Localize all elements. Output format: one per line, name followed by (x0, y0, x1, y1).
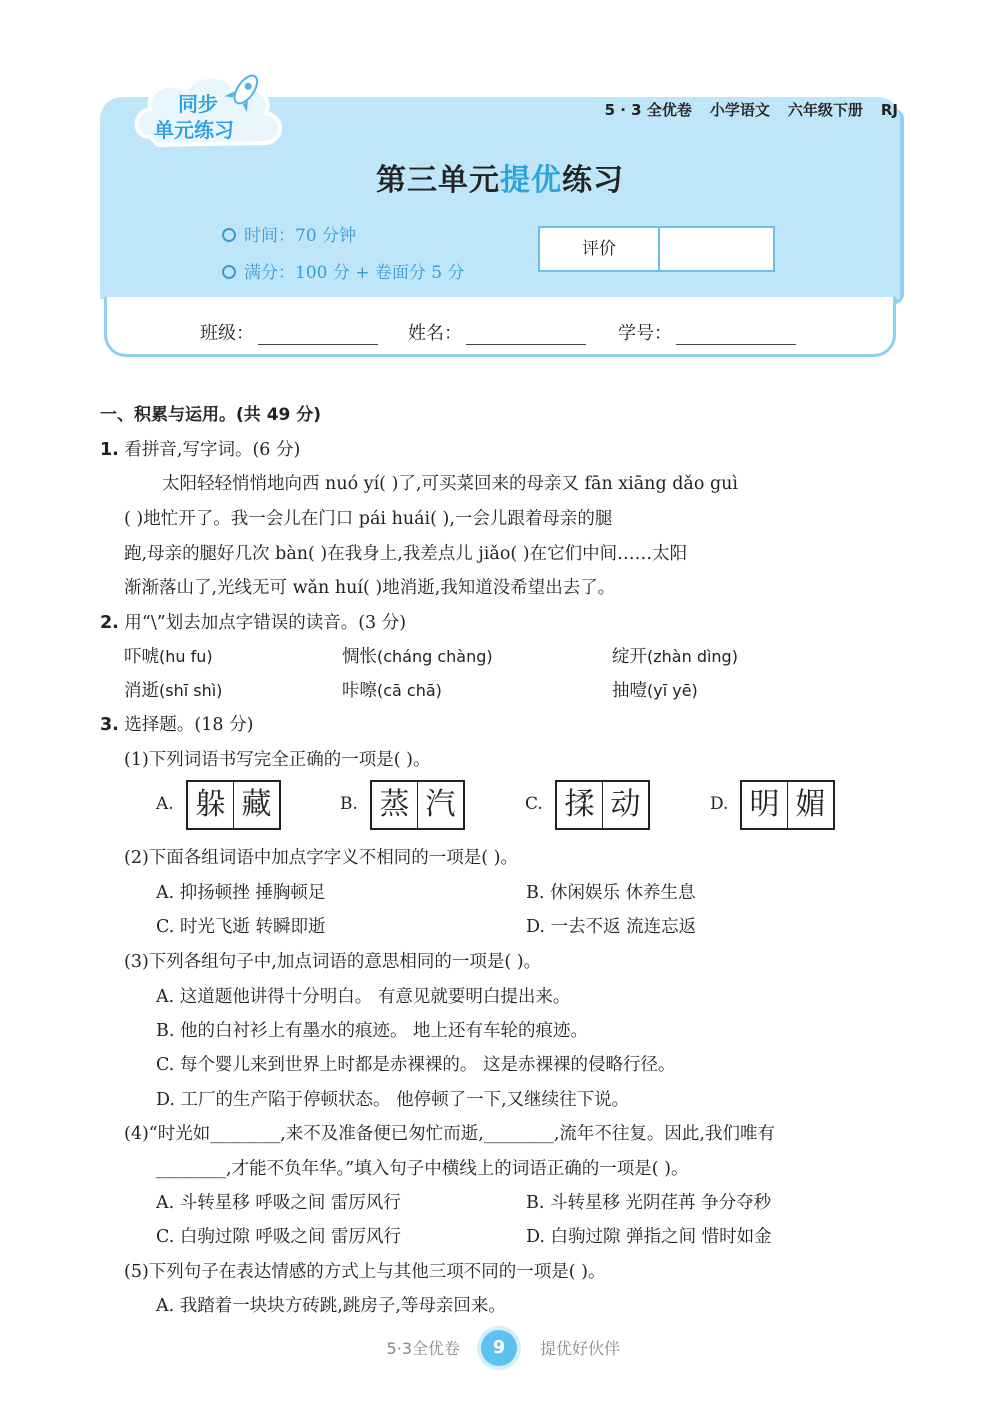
pinyin-item: 吓唬(hu fu) (124, 647, 213, 667)
cloud-badge (130, 67, 290, 167)
evaluation-box (538, 226, 775, 272)
question-1-line: ( )地忙开了。我一会儿在门口 pái huái( ),一会儿跟着母亲的腿 (124, 509, 613, 529)
check-icon (222, 265, 236, 279)
sub-question-1: (1)下列词语书写完全正确的一项是( )。 (124, 750, 431, 770)
option-c[interactable]: C. 时光飞逝 转瞬即逝 (156, 917, 326, 937)
header-card (100, 92, 900, 359)
question-1-line: 太阳轻轻悄悄地向西 nuó yí( )了,可买菜回来的母亲又 fān xiāng dǎo guì (162, 474, 739, 494)
pinyin-item: 咔嚓(cā chā) (342, 681, 442, 701)
page-footer (0, 1330, 1000, 1364)
evaluation-field[interactable] (660, 228, 773, 270)
edition: RJ (880, 101, 898, 119)
footer-brand: 5·3全优卷 (386, 1339, 460, 1358)
pinyin-item: 抽噎(yī yē) (612, 681, 698, 701)
clock-icon (222, 228, 236, 242)
time-info: 时间：70 分钟 (222, 221, 356, 246)
sub-question-2: (2)下面各组词语中加点字字义不相同的一项是( )。 (124, 848, 519, 868)
question-1-title: 1. 看拼音,写字词。(6 分) (100, 440, 301, 460)
option-b[interactable]: B. 他的白衬衫上有墨水的痕迹。 地上还有车轮的痕迹。 (156, 1021, 589, 1041)
option-d[interactable]: D. 工厂的生产陷于停顿状态。 他停顿了一下,又继续往下说。 (156, 1090, 630, 1110)
subject: 小学语文 (709, 101, 770, 119)
option-b[interactable]: B. 斗转星移 光阴荏苒 争分夺秒 (526, 1193, 772, 1213)
name-field[interactable]: 姓名： (408, 319, 586, 345)
option-a[interactable]: A. 这道题他讲得十分明白。 有意见就要明白提出来。 (156, 987, 571, 1007)
sub-question-4-cont: ________,才能不负年华。”填入句子中横线上的词语正确的一项是( )。 (156, 1159, 689, 1179)
footer-slogan: 提优好伙伴 (540, 1339, 621, 1358)
series-info (587, 99, 898, 120)
pinyin-item: 惆怅(cháng chàng) (342, 647, 493, 667)
badge-line2: 单元练习 (154, 118, 234, 142)
pinyin-item: 绽开(zhàn dìng) (612, 647, 738, 667)
sub-question-3: (3)下列各组句子中,加点词语的意思相同的一项是( )。 (124, 952, 542, 972)
page-title: 第三单元提优练习 (376, 163, 624, 198)
badge-line1: 同步 (178, 92, 218, 116)
student-id-field[interactable]: 学号： (618, 319, 796, 345)
class-field[interactable]: 班级： (200, 319, 378, 345)
option-a[interactable]: A. 斗转星移 呼吸之间 雷厉风行 (156, 1193, 401, 1213)
pinyin-item: 消逝(shī shì) (124, 681, 223, 701)
option-b[interactable]: B. 休闲娱乐 休养生息 (526, 883, 696, 903)
question-3-title: 3. 选择题。(18 分) (100, 715, 254, 735)
option-a[interactable]: A. 我踏着一块块方砖跳,跳房子,等母亲回来。 (156, 1296, 506, 1316)
section-title: 一、积累与运用。(共 49 分) (100, 405, 322, 425)
option-d[interactable]: D. 一去不返 流连忘返 (526, 917, 697, 937)
option-c[interactable]: C. 白驹过隙 呼吸之间 雷厉风行 (156, 1227, 402, 1247)
page-number: 9 (481, 1330, 517, 1366)
evaluation-label: 评价 (540, 228, 660, 270)
option-c[interactable]: C. 每个婴儿来到世界上时都是赤裸裸的。 这是赤裸裸的侵略行径。 (156, 1055, 676, 1075)
grade: 六年级下册 (787, 101, 863, 119)
question-1-line: 跑,母亲的腿好几次 bàn( )在我身上,我差点儿 jiǎo( )在它们中间……太阳 (124, 544, 688, 564)
option-a[interactable]: A. 抑扬顿挫 捶胸顿足 (156, 883, 326, 903)
sub-question-4: (4)“时光如________,来不及准备便已匆忙而逝,________,流年不往复。因此,我们唯有 (124, 1124, 775, 1144)
question-1-line: 渐渐落山了,光线无可 wǎn huí( )地消逝,我知道没希望出去了。 (124, 578, 616, 598)
score-info: 满分：100 分 + 卷面分 5 分 (222, 258, 465, 283)
sub-question-5: (5)下列句子在表达情感的方式上与其他三项不同的一项是( )。 (124, 1262, 606, 1282)
series-name: 5 · 3 全优卷 (604, 101, 692, 119)
option-d[interactable]: D. 白驹过隙 弹指之间 惜时如金 (526, 1227, 772, 1247)
question-2-title: 2. 用“\”划去加点字错误的读音。(3 分) (100, 613, 407, 633)
